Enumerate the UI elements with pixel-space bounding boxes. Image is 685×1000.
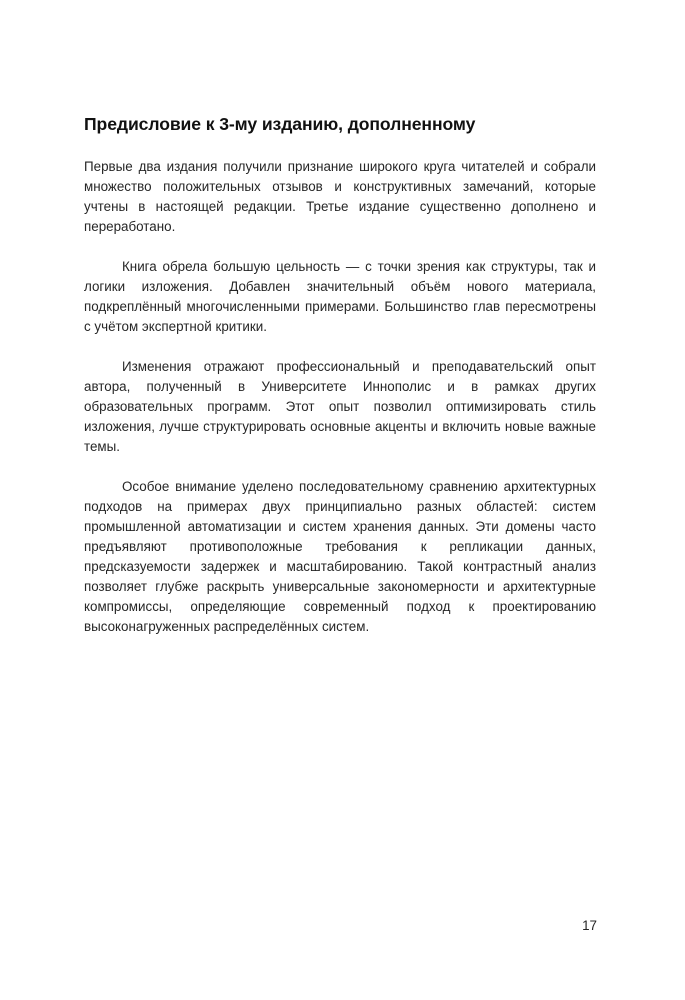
paragraph-4: Особое внимание уделено последовательному сравнению архитектурных подходов на примерах двух принципиально разных областей: систем промышленной автоматизации и систем хранения данных. Эти домены часто предъявляют противоположные требования к репликации данных, предсказуемости задержек и масштабированию. Такой контрастный анализ позволяет глубже раскрыть универсальные закономерности и архитектурные компромиссы, определяющие современный подход к проектированию высоконагруженных распределённых систем. — [84, 479, 596, 634]
paragraph-1: Первые два издания получили признание широкого круга читателей и собрали множество положительных отзывов и конструктивных замечаний, которые учтены в настоящей редакции. Третье издание существенно дополнено и переработано. — [84, 159, 596, 234]
page-content — [84, 112, 596, 657]
paragraph-3: Изменения отражают профессиональный и преподавательский опыт автора, полученный в Университете Иннополис и в рамках других образовательных программ. Этот опыт позволил оптимизировать стиль изложения, лучше структурировать основные акценты и включить новые важные темы. — [84, 359, 596, 454]
section-title: Предисловие к 3-му изданию, дополненному — [84, 114, 476, 134]
paragraph-2: Книга обрела большую цельность — с точки зрения как структуры, так и логики изложения. Добавлен значительный объём нового материала, подкреплённый многочисленными примерами. Большинство глав пересмотрены с учётом экспертной критики. — [84, 259, 596, 334]
page-number: 17 — [582, 918, 597, 933]
